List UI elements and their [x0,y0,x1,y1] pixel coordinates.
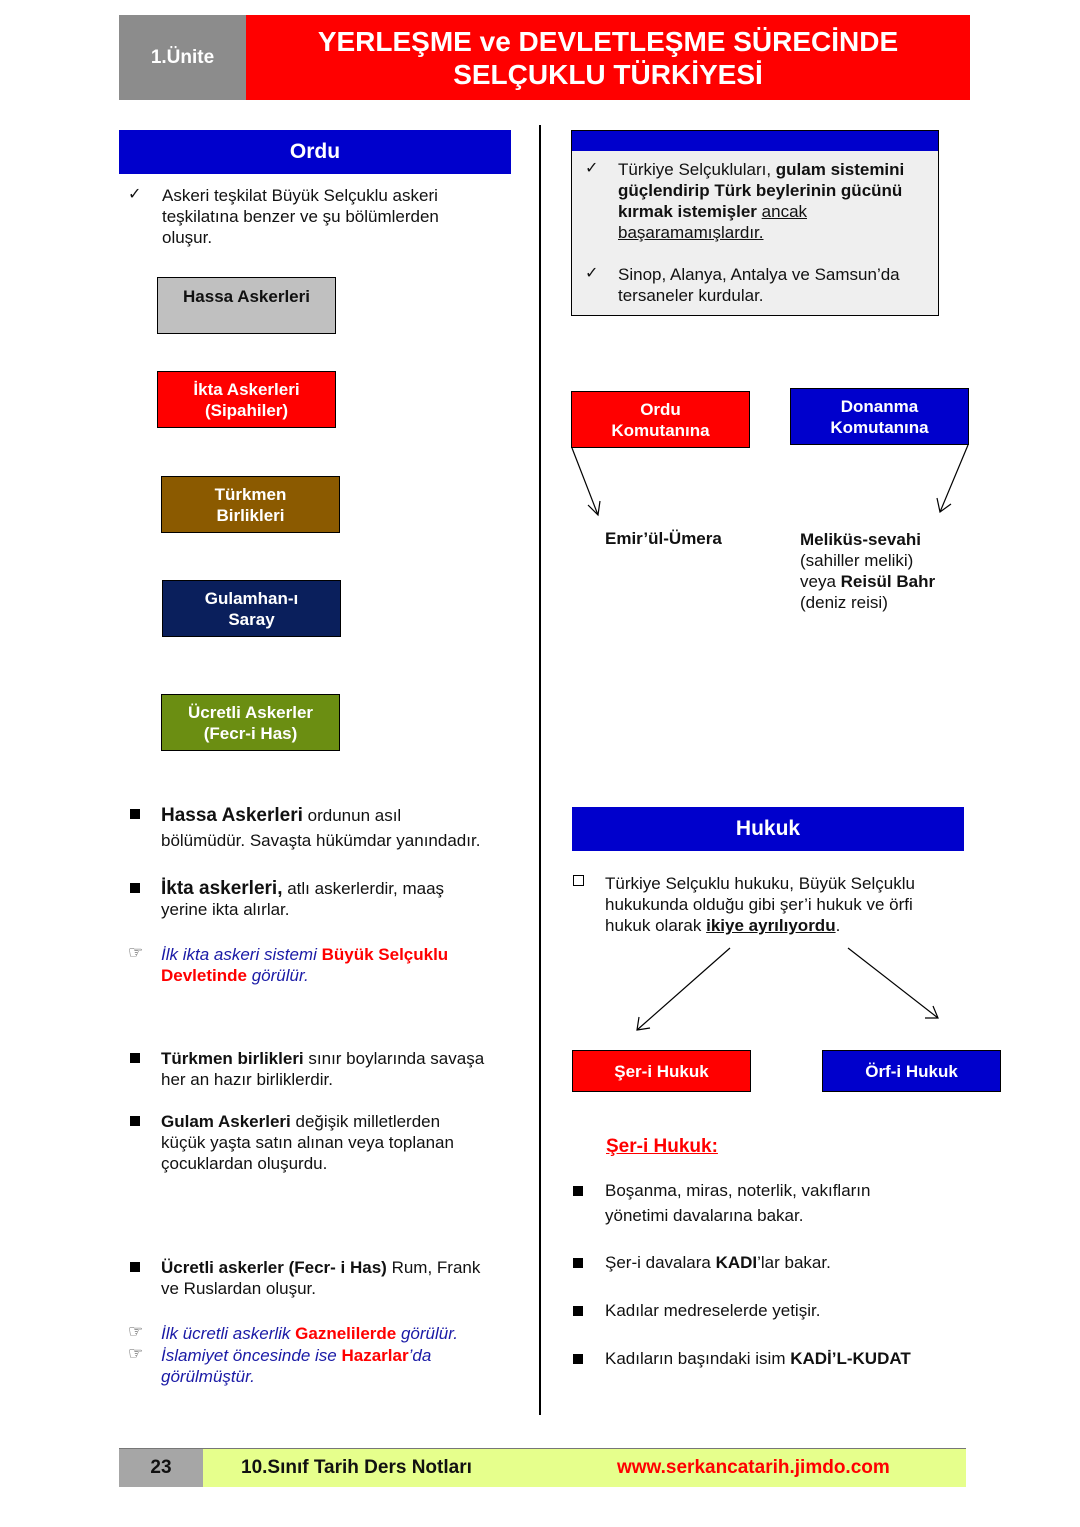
seri-hukuk-box [572,1050,751,1092]
arrow-army [572,448,598,515]
square-bullet-icon [573,1306,583,1316]
navy-text: veya [800,572,841,591]
square-bullet-icon [573,1354,583,1364]
bullet-text: ordunun asıl [302,806,402,825]
ordu-title-text: Ordu [289,140,341,163]
hukuk-title-text: Hukuk [735,817,801,840]
info-bold: güçlendirip Türk beylerinin gücünü [618,181,903,200]
bullet-text: atlı askerlerdir, maaş [282,879,445,898]
arrow-orfi [848,948,938,1018]
unit-box-text: (Sipahiler) [204,400,289,420]
unit-box-text: İkta Askerleri [193,379,300,399]
bullet-bold: İkta askerleri, [161,878,283,899]
hollow-square-icon [573,875,584,886]
bullet-text: bölümüdür. Savaşta hükümdar yanındadır. [161,831,481,850]
seri-bold: KADI [715,1253,758,1272]
info-underline: ancak [761,202,808,221]
box-text: Şer-i Hukuk [614,1061,709,1081]
unit-text: 1.Ünite [150,46,215,68]
navy-bold: Reisül Bahr [840,572,936,591]
pointing-hand-icon: ☞ [128,943,144,962]
pointing-hand-icon: ☞ [128,1322,144,1341]
seri-item-medrese: Kadılar medreselerde yetişir. [605,1301,821,1320]
bullet-text: sınır boylarında savaşa [303,1049,485,1068]
seri-text: ’lar bakar. [757,1253,831,1272]
seri-hukuk-heading: Şer-i Hukuk: [606,1136,718,1157]
bullet-text: Rum, Frank [386,1258,481,1277]
hukuk-text: Türkiye Selçuklu hukuku, Büyük Selçuklu [605,874,915,893]
emirul-umera: Emir’ül-Ümera [605,529,722,548]
note-text: ’da [408,1346,432,1365]
hukuk-section-title [572,807,964,851]
bullet-bold: Gulam Askerleri [161,1112,291,1131]
navy-text: (deniz reisi) [800,593,888,612]
hukuk-text: . [835,916,841,935]
box-text: Örf-i Hukuk [865,1061,958,1081]
footer-url[interactable]: www.serkancatarih.jimdo.com [617,1457,890,1478]
note-highlight: Gaznelilerde [295,1324,397,1343]
bullet-bold: Hassa Askerleri [161,805,303,826]
seri-item-kadilkudat [605,1348,955,1369]
ordu-intro: Askeri teşkilat Büyük Selçuklu askeri teşkilatına benzer ve şu bölümlerden oluşur. [162,186,439,247]
unit-box-text: Türkmen [214,484,287,504]
arrow-seri [637,948,730,1030]
seri-bold: KADİ’L-KUDAT [790,1349,911,1368]
hukuk-intro [605,873,955,936]
info-bold: gulam sistemini [775,160,905,179]
pointing-hand-icon: ☞ [128,1344,144,1363]
info-text: Sinop, Alanya, Antalya ve Samsun’da [618,265,900,284]
box-text: Komutanına [830,417,929,437]
unit-box-text: Hassa Askerleri [183,287,310,306]
note-text: görülür. [396,1324,458,1343]
note-text: İlk ücretli askerlik [161,1324,296,1343]
seri-item-kadi [605,1252,955,1273]
hukuk-bold: ikiye ayrılıyordu [706,916,836,935]
bullet-text: ve Ruslardan oluşur. [161,1279,316,1298]
seri-text: Şer-i davalara [605,1253,716,1272]
bullet-text: değişik milletlerden [290,1112,441,1131]
unit-box-text: (Fecr-i Has) [203,723,298,743]
check-icon: ✓ [128,186,142,203]
page-number [119,1449,203,1487]
note-text: görülür. [246,966,309,985]
hukuk-text: hukuk olarak [605,916,707,935]
seri-text: yönetimi davalarına bakar. [605,1206,804,1225]
box-text: Komutanına [611,420,710,440]
navy-text: (sahiller meliki) [800,551,914,570]
title-line-2: SELÇUKLU TÜRKİYESİ [453,58,763,90]
unit-box-text: Saray [228,609,275,629]
footer-title: 10.Sınıf Tarih Ders Notları [241,1457,472,1478]
note-text: görülmüştür. [161,1367,255,1386]
info-text: Türkiye Selçukluları, [618,160,776,179]
unit-box-text: Gulamhan-ı [204,588,299,608]
bullet-text: her an hazır birliklerdir. [161,1070,333,1089]
bullet-bold: Türkmen birlikleri [161,1049,304,1068]
square-bullet-icon [573,1258,583,1268]
note-text: İlk ikta askeri sistemi [161,945,322,964]
box-text: Donanma [840,396,919,416]
title-line-1: YERLEŞME ve DEVLETLEŞME SÜRECİNDE [317,25,899,57]
seri-text: Boşanma, miras, noterlik, vakıfların [605,1181,871,1200]
info-text: tersaneler kurdular. [618,286,764,305]
bullet-text: küçük yaşta satın alınan veya toplanan [161,1133,454,1152]
info-underline: başaramamışlardır. [618,223,764,242]
page-number-text: 23 [150,1457,172,1478]
melikus-sevahi [800,529,975,613]
note-text: İslamiyet öncesinde ise [161,1346,342,1365]
orfi-hukuk-box [822,1050,1001,1092]
note-highlight: Büyük Selçuklu [321,945,449,964]
note-highlight: Hazarlar [341,1346,409,1365]
arrow-head [937,498,951,512]
square-bullet-icon [573,1186,583,1196]
unit-box-text: Ücretli Askerler [187,702,314,722]
check-icon: ✓ [585,160,599,177]
box-text: Ordu [640,399,681,419]
info-bold: kırmak istemişler [618,202,757,221]
unit-box-text: Birlikleri [216,505,285,525]
seri-text: Kadıların başındaki isim [605,1349,791,1368]
seri-item-scope [605,1178,955,1228]
arrow-navy [940,445,968,512]
check-icon: ✓ [585,265,599,282]
hukuk-text: hukukunda olduğu gibi şer’i hukuk ve örfi [605,895,913,914]
bullet-bold: Ücretli askerler (Fecr- i Has) [161,1258,387,1277]
bullet-text: yerine ikta alırlar. [161,900,290,919]
bullet-text: çocuklardan oluşurdu. [161,1154,328,1173]
navy-title: Meliküs-sevahi [800,530,921,549]
note-highlight: Devletinde [161,966,247,985]
